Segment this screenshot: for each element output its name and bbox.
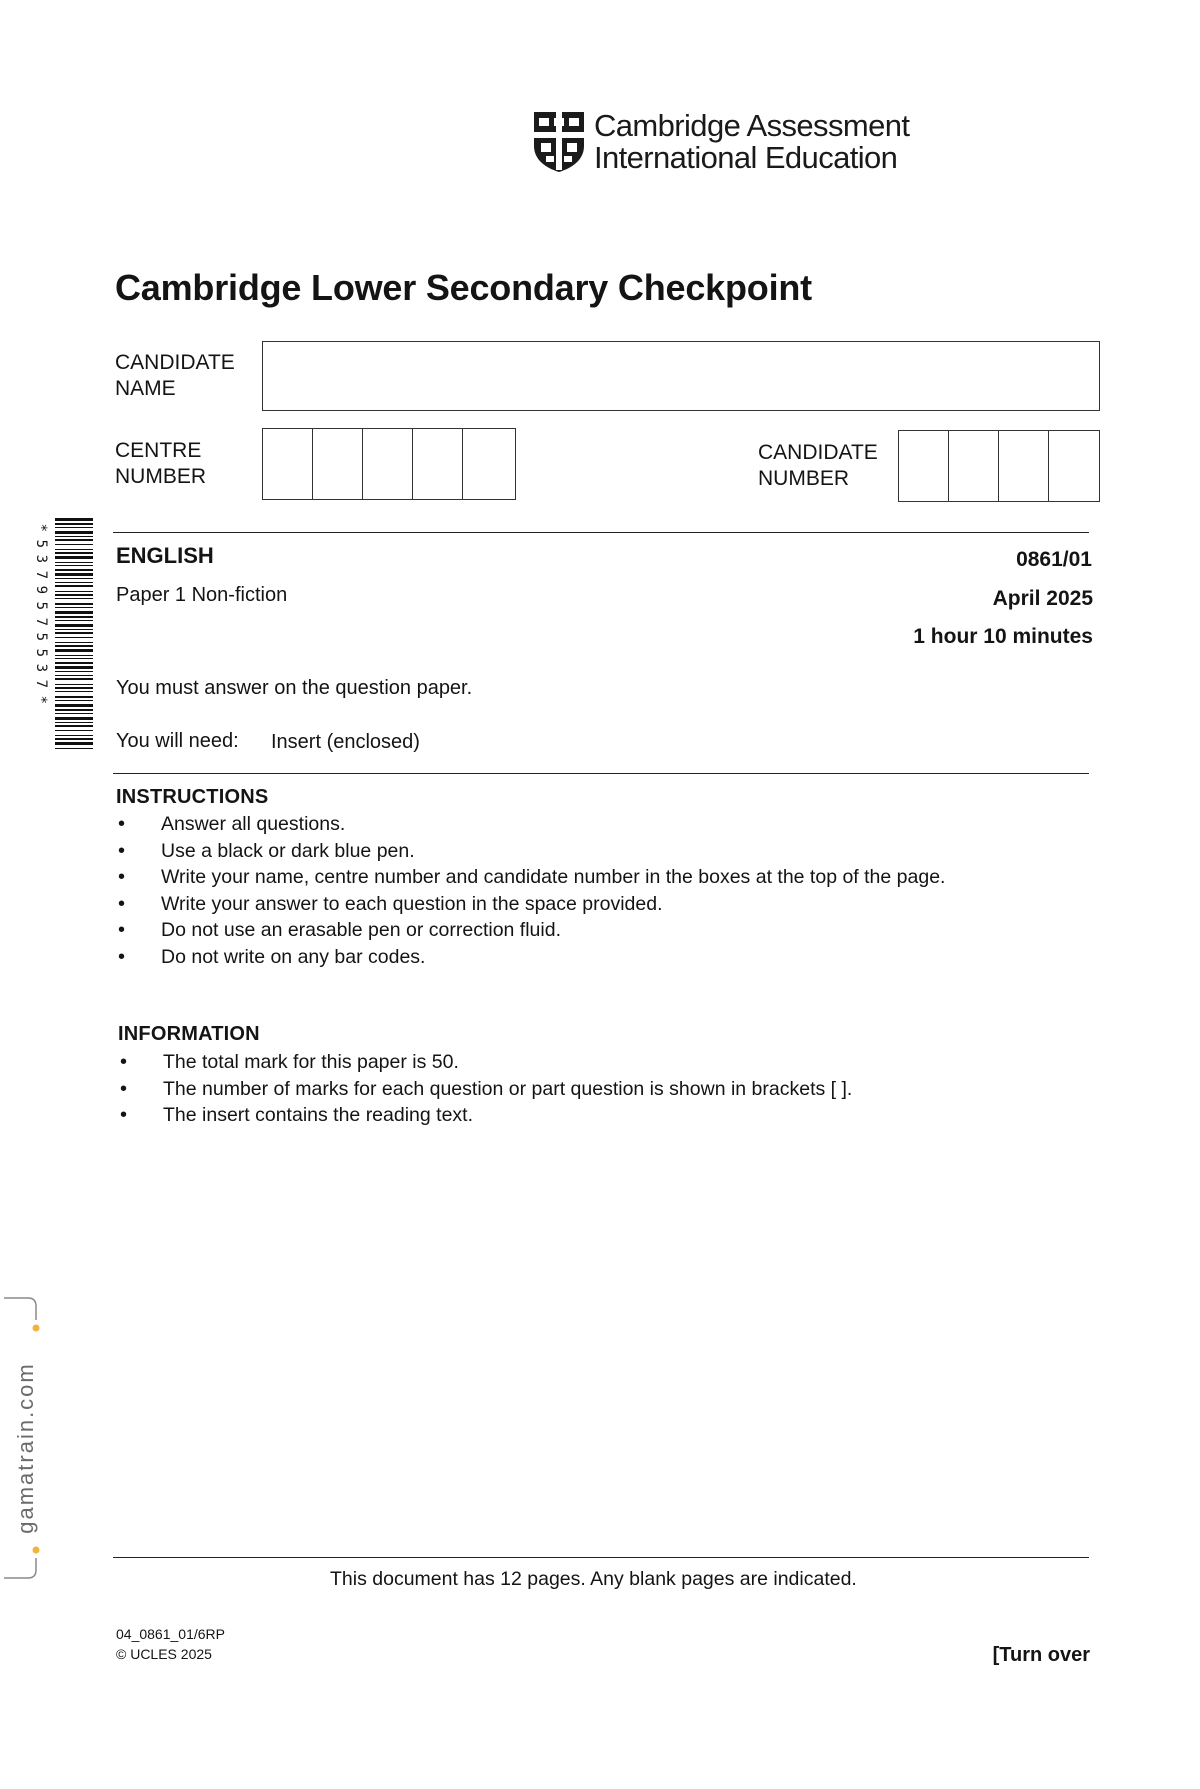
barcode-digit: * (32, 695, 49, 704)
barcode-bar (55, 527, 93, 528)
barcode-digit: 7 (32, 570, 49, 579)
instructions-list (116, 811, 945, 970)
logo-line-1: Cambridge Assessment (594, 108, 910, 143)
barcode-bar (55, 607, 93, 608)
barcode-bar (55, 518, 93, 521)
divider (113, 1557, 1089, 1558)
barcode-bar (55, 666, 93, 669)
exam-date: April 2025 (992, 587, 1093, 610)
crest-shield-icon (532, 110, 586, 174)
barcode-bar (55, 629, 93, 630)
barcode-bar (55, 632, 93, 634)
divider (113, 773, 1089, 774)
barcode-bar (55, 582, 93, 583)
barcode-bar (55, 717, 93, 720)
barcode-bar (55, 696, 93, 698)
barcode-bar (55, 585, 93, 587)
instructions-item: • Write your name, centre number and candidate number in the boxes at the top of the page. (116, 864, 945, 891)
barcode-digit: 3 (32, 663, 49, 673)
barcode-bar (55, 691, 93, 692)
barcode-bar (55, 598, 93, 599)
barcode-bar (55, 569, 93, 571)
barcode-bar (55, 748, 93, 749)
barcode-bar (55, 544, 93, 545)
barcode-bar (55, 662, 93, 664)
instructions-item: • Do not use an erasable pen or correction fluid. (116, 917, 945, 944)
paper-code: 0861/01 (1016, 548, 1092, 571)
barcode-digit: 5 (32, 539, 49, 548)
barcode-digit: 7 (32, 617, 49, 626)
barcode-digit: * (32, 523, 49, 533)
candidate-number-cell[interactable] (1049, 431, 1099, 501)
candidate-number-cell[interactable] (899, 431, 949, 501)
barcode-bar (55, 687, 93, 689)
information-list (118, 1049, 852, 1129)
barcode-bar (55, 684, 93, 685)
barcode-bar (55, 722, 93, 723)
barcode-bar (55, 531, 93, 534)
candidate-number-field[interactable] (898, 430, 1100, 502)
centre-number-cell[interactable] (463, 429, 513, 499)
barcode-bar (55, 700, 93, 701)
candidate-number-label: CANDIDATE NUMBER (758, 441, 878, 490)
barcode-bar (55, 603, 93, 605)
barcode-bar (55, 658, 93, 659)
centre-number-cell[interactable] (313, 429, 363, 499)
barcode-bar (55, 649, 93, 652)
instructions-item: • Use a black or dark blue pen. (116, 838, 945, 865)
barcode-digit: 7 (32, 679, 49, 688)
candidate-name-label: CANDIDATE NAME (115, 351, 235, 400)
barcode-bar (55, 611, 93, 614)
barcode-bar (55, 536, 93, 537)
barcode-bar (55, 578, 93, 579)
subject-name: ENGLISH (116, 543, 214, 568)
candidate-number-cell[interactable] (999, 431, 1049, 501)
barcode-bar (55, 573, 93, 576)
need-item: Insert (enclosed) (271, 731, 420, 753)
barcode-digit: 5 (32, 648, 49, 657)
barcode-bar (55, 591, 93, 592)
barcode-bar (55, 616, 93, 618)
exam-duration: 1 hour 10 minutes (913, 625, 1093, 648)
barcode-digit: 5 (32, 601, 49, 610)
reference-code: 04_0861_01/6RP (116, 1626, 225, 1642)
barcode-bar (55, 675, 93, 676)
divider (113, 532, 1089, 533)
barcode-bar (55, 645, 93, 647)
cambridge-logo (532, 108, 912, 178)
barcode-bar (55, 594, 93, 596)
answer-note: You must answer on the question paper. (116, 677, 473, 699)
instructions-item: • Write your answer to each question in the space provided. (116, 891, 945, 918)
barcode-bar (55, 549, 93, 550)
barcode-bar (55, 655, 93, 656)
centre-number-field[interactable] (262, 428, 516, 500)
watermark-text: gamatrain.com (13, 1362, 38, 1534)
paper-name: Paper 1 Non-fiction (116, 584, 288, 606)
barcode-bar (55, 709, 93, 711)
centre-number-cell[interactable] (363, 429, 413, 499)
barcode-bar (55, 671, 93, 672)
pages-note: This document has 12 pages. Any blank pages are indicated. (330, 1568, 857, 1590)
barcode-bar (55, 678, 93, 680)
barcode-bar (55, 642, 93, 643)
barcode-bar (55, 565, 93, 566)
barcode-bar (55, 539, 93, 541)
barcode-bar (55, 552, 93, 554)
candidate-number-cell[interactable] (949, 431, 999, 501)
instructions-heading: INSTRUCTIONS (116, 786, 269, 808)
barcode-bar (55, 738, 93, 740)
barcode-bar (55, 620, 93, 621)
barcode-bar (55, 704, 93, 707)
barcode-digits (30, 520, 50, 707)
barcode-digit: 3 (32, 554, 49, 564)
barcode (55, 518, 93, 750)
barcode-bar (55, 562, 93, 563)
barcode-bar (55, 742, 93, 745)
information-item: • The total mark for this paper is 50. (118, 1049, 852, 1076)
centre-number-cell[interactable] (413, 429, 463, 499)
page-title: Cambridge Lower Secondary Checkpoint (115, 267, 812, 308)
instructions-item: • Do not write on any bar codes. (116, 944, 945, 971)
centre-number-cell[interactable] (263, 429, 313, 499)
barcode-digit: 9 (32, 585, 49, 595)
barcode-bar (55, 735, 93, 736)
candidate-name-field[interactable] (262, 341, 1100, 411)
centre-number-label: CENTRE NUMBER (115, 439, 207, 488)
need-label: You will need: (116, 730, 239, 752)
information-item: • The number of marks for each question or part question is shown in brackets [ ]. (118, 1076, 852, 1103)
turn-over: [Turn over (992, 1644, 1090, 1666)
barcode-bar (55, 523, 93, 525)
barcode-bar (55, 730, 93, 731)
logo-line-2: International Education (594, 140, 898, 175)
barcode-bar (55, 624, 93, 627)
copyright: © UCLES 2025 (116, 1646, 212, 1662)
barcode-bar (55, 725, 93, 727)
barcode-bar (55, 556, 93, 559)
barcode-bar (55, 637, 93, 638)
instructions-item: • Answer all questions. (116, 811, 945, 838)
barcode-bar (55, 713, 93, 714)
barcode-digit: 5 (32, 632, 49, 642)
information-item: • The insert contains the reading text. (118, 1102, 852, 1129)
information-heading: INFORMATION (118, 1023, 260, 1045)
